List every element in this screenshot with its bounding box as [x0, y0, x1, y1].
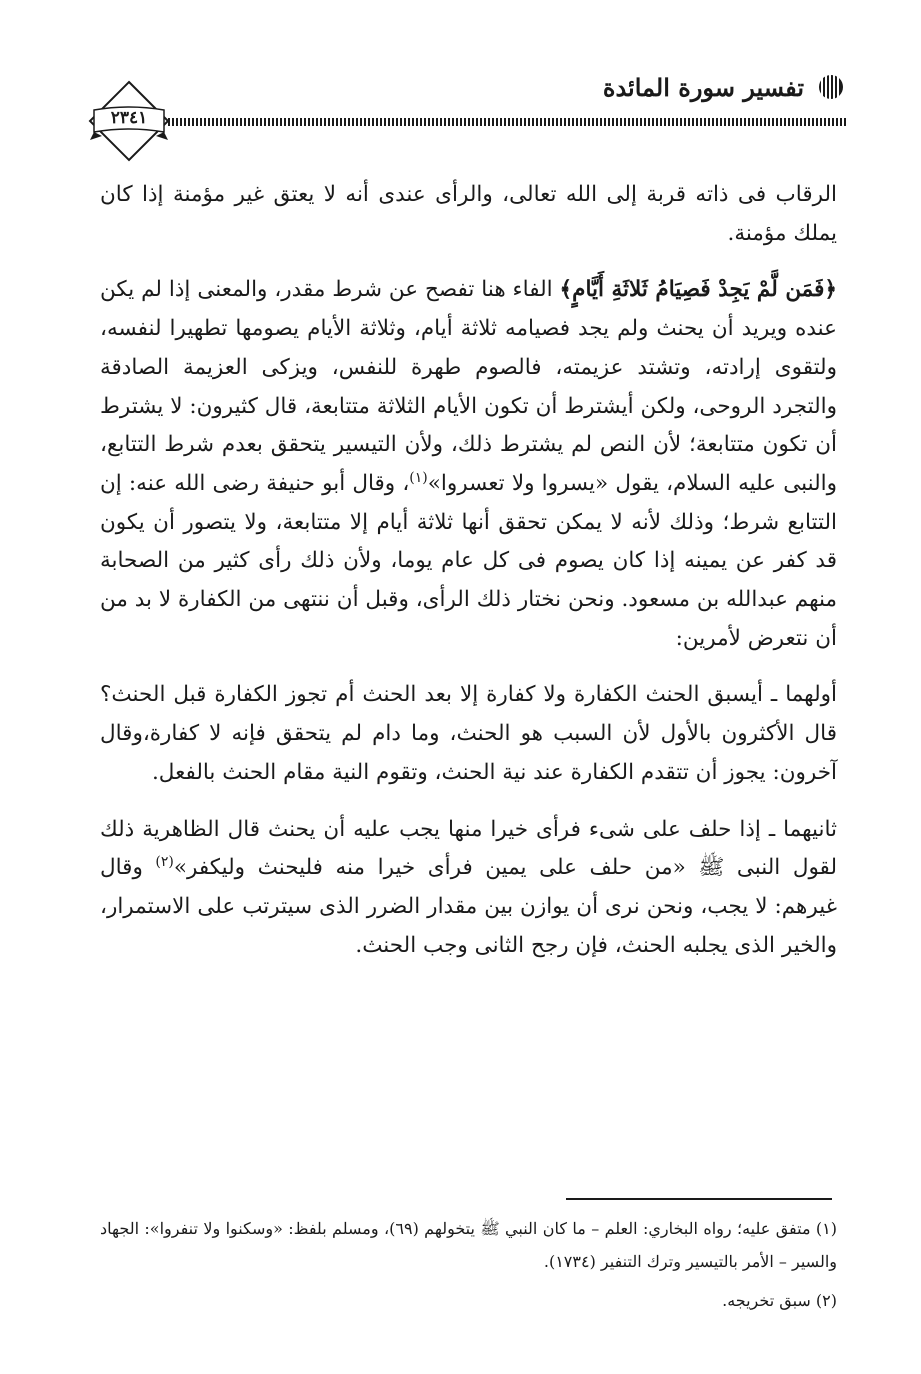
- page-number: ٢٣٤١: [110, 108, 148, 128]
- footnote: (١) متفق عليه؛ رواه البخاري: العلم – ما كان النبي ﷺ يتخولهم (٦٩)، ومسلم بلفظ: «وسكنوا ولا تنفروا»: الجهاد والسير – الأمر بالتيسير وترك التنفير (١٧٣٤).: [100, 1219, 838, 1271]
- paragraph-text: ثانيهما ـ إذا حلف على شىء فرأى خيرا منها يجب عليه أن يحنث قال الظاهرية ذلك لقول النبى ﷺ «من حلف على يمين فرأى خيرا منه فليحنث وليكفر»: [100, 816, 837, 881]
- footnote: (٢) سبق تخريجه.: [722, 1291, 837, 1310]
- paragraph: [100, 176, 837, 253]
- paragraph-text: أولهما ـ أيسبق الحنث الكفارة ولا كفارة إلا بعد الحنث أم تجوز الكفارة قبل الحنث؟ قال الأكثرون بالأول لأن السبب هو الحنث، وما دام لم يتحقق فإنه لا كفارة،وقال آخرون: يجوز أن تتقدم الكفارة عند نية الحنث، وتقوم النية مقام الحنث بالفعل.: [100, 682, 837, 785]
- footnotes: [100, 1212, 837, 1323]
- body-text: [100, 176, 837, 983]
- paragraph-text: الرقاب فى ذاته قربة إلى الله تعالى، والرأى عندى أنه لا يعتق غير مؤمنة إذا كان يملك مؤمنة.: [100, 182, 837, 246]
- footnote-ref[interactable]: (٢): [155, 854, 174, 871]
- chapter-title: تفسير سورة المائدة: [602, 72, 804, 102]
- paragraph: [100, 811, 837, 966]
- quran-verse: ﴿فَمَن لَّمْ يَجِدْ فَصِيَامُ ثَلاثَةِ أَيَّامٍ﴾: [559, 277, 837, 303]
- header-rule: [168, 118, 846, 126]
- paragraph-text: الفاء هنا تفصح عن شرط مقدر، والمعنى إذا لم يكن عنده ويريد أن يحنث ولم يجد فصيامه ثلاثة أيام، وثلاثة الأيام يصومها تطهيرا لنفسه، ولتقوى إرادته، وتشتد عزيمته، فالصوم طهرة للنفس، ويزكى العزيمة الصادقة والتجرد الروحى، ولكن أيشترط أن تكون الأيام الثلاثة متتابعة، قال كثيرون: لا يشترط أن تكون متتابعة؛ لأن النص لم يشترط ذلك، ولأن التيسير يتحقق بعدم شرط التتابع، والنبى عليه السلام، يقول «يسروا ولا تعسروا»: [100, 277, 837, 496]
- running-title: [603, 72, 846, 102]
- ornament-icon: [816, 72, 846, 102]
- page-header: [0, 0, 921, 175]
- paragraph-text: وقال غيرهم: لا يجب، ونحن نرى أن يوازن بين مقدار الضرر الذى سيترتب على الاستمرار، والخير الذى يجلبه الحنث، فإن رجح الثانى وجب الحنث.: [100, 855, 837, 958]
- paragraph: [100, 676, 837, 792]
- paragraph: [100, 271, 837, 658]
- footnote-ref[interactable]: (١): [409, 469, 428, 486]
- footnote-divider: [566, 1198, 832, 1200]
- paragraph-text: ، وقال أبو حنيفة رضى الله عنه: إن التتابع شرط؛ وذلك لأنه لا يمكن تحقق أنها ثلاثة أيام إلا متتابعة، ولا يتصور أن يكون قد كفر عن يمينه إذا كان يصوم فى كل عام يوما، ولأن ذلك رأى كثير من الصحابة منهم عبدالله بن مسعود. ونحن نختار ذلك الرأى، وقبل أن ننتهى من الكفارة لا بد من أن نتعرض لأمرين:: [100, 470, 837, 651]
